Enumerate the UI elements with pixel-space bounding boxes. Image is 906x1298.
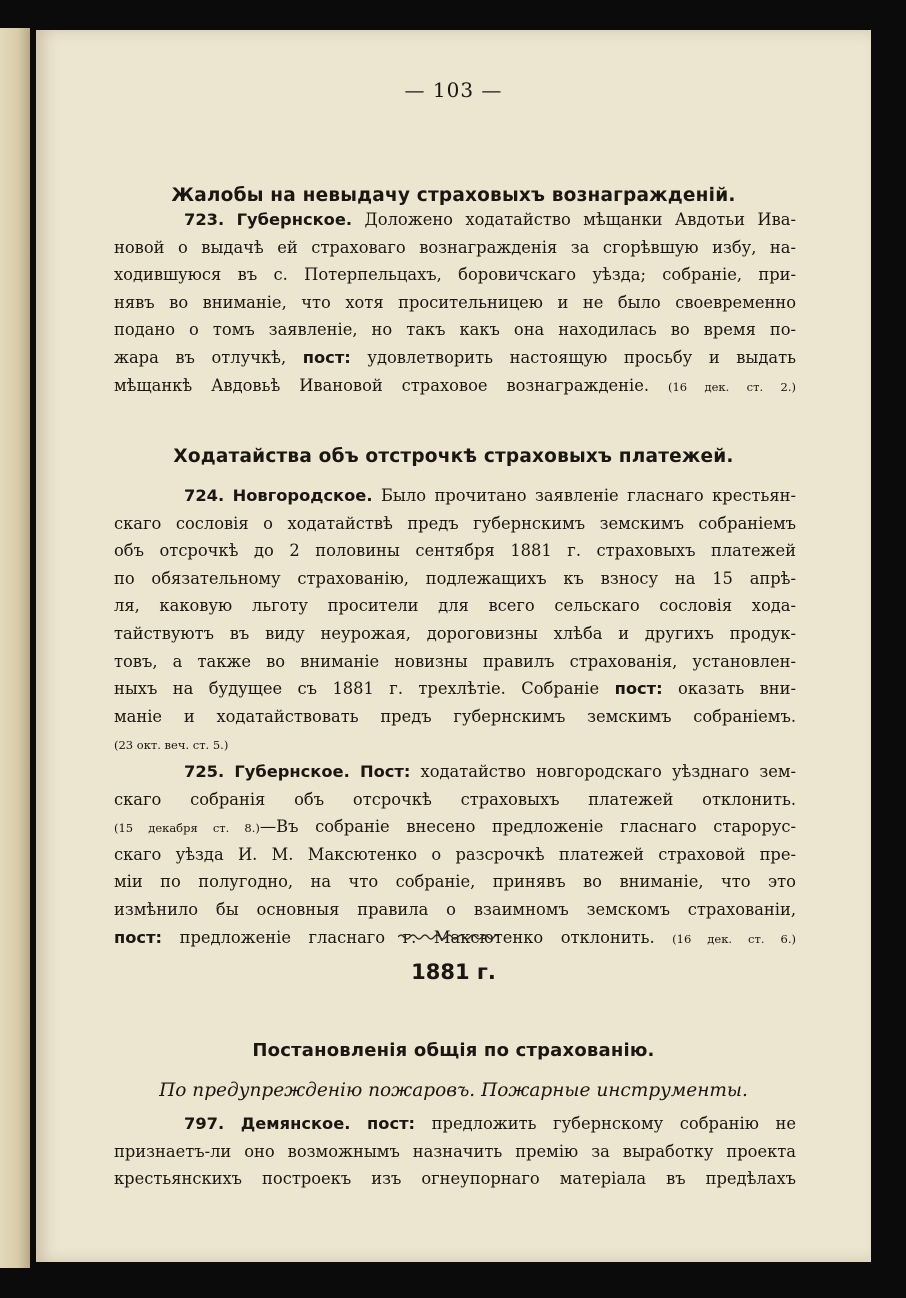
entry-district: Губернское. [234,762,350,781]
entry-797 [114,1110,796,1193]
text-line: маніе и ходатайствовать предъ губернскимъ земскимъ собраніемъ. [114,706,796,726]
text-line: ныхъ на будущее съ 1881 г. трехлѣтіе. Собраніе пост: оказать вни- [114,679,796,699]
section-heading-deferrals: Ходатайства объ отстрочкѣ страховыхъ платежей. [173,446,734,467]
entry-district: Новгородское. [232,486,373,505]
subheading-fire-prevention: По предупрежденію пожаровъ. Пожарные инструменты. [159,1080,748,1101]
section-heading-complaints: Жалобы на невыдачу страховыхъ вознагражденій. [171,185,736,206]
text-line: скаго сословія о ходатайствѣ предъ губернскимъ земскимъ собраніемъ [114,513,796,533]
year-heading: 1881 г. [411,960,496,984]
entry-district: Демянское. [240,1114,351,1133]
resolution-label: пост: [114,927,163,947]
session-reference: (16 дек. ст. 6.) [672,931,796,946]
session-reference: (23 окт. веч. ст. 5.) [114,738,229,753]
text-line: 725. Губернское. Пост: ходатайство новгородскаго уѣзднаго зем- [184,762,796,781]
resolution-label: пост: [614,679,663,699]
text-line: объ отсрочкѣ до 2 половины сентября 1881 г. страховыхъ платежей [114,541,796,561]
entry-723 [114,206,796,399]
section-heading-general-insurance: Постановленія общія по страхованію. [252,1040,655,1061]
entry-number: 724. [184,486,225,505]
text-line: признаетъ-ли оно возможнымъ назначить премію за выработку проекта [114,1141,796,1161]
entry-725 [114,758,796,951]
entry-724 [114,482,796,758]
adjacent-page-edge [0,28,30,1268]
text-line: измѣнило бы основныя правила о взаимномъ земскомъ страхованіи, [114,899,796,919]
book-page [36,30,871,1262]
text-line: подано о томъ заявленіе, но такъ какъ она находилась во время по- [114,320,796,340]
resolution-label: пост: [302,347,351,367]
text-line: 724. Новгородское. Было прочитано заявленіе гласнаго крестьян- [184,486,796,505]
session-reference: (15 декабря ст. 8.) [114,821,260,836]
entry-number: 797. [184,1114,225,1133]
text-line: товъ, а также во вниманіе новизны правилъ страхованія, установлен- [114,651,796,671]
entry-district: Губернское. [236,210,353,229]
text-line: по обязательному страхованію, подлежащихъ къ взносу на 15 апрѣ- [114,568,796,588]
text-line: новой о выдачѣ ей страховаго вознагражденія за сгорѣвшую избу, на- [114,237,796,257]
entry-number: 723. [184,210,225,229]
resolution-label: Пост: [359,762,411,781]
session-reference: (16 дек. ст. 2.) [667,379,796,394]
page-number: — 103 — [404,78,503,102]
text-line: скаго собранія объ отсрочкѣ страховыхъ платежей отклонить. [114,789,796,809]
text-line: крестьянскихъ построекъ изъ огнеупорнаго матеріала въ предѣлахъ [114,1169,796,1189]
text-line: пост: предложеніе гласнаго г. Максютенко отклонить. (16 дек. ст. 6.) [114,927,796,947]
text-line: ля, каковую льготу просители для всего сельскаго сословія хода- [114,596,796,616]
text-line [114,730,796,758]
text-line: скаго уѣзда И. М. Максютенко о разсрочкѣ платежей страховой пре- [114,844,796,864]
text-line: міи по полугодно, на что собраніе, принявъ во вниманіе, что это [114,872,796,892]
text-line: жара въ отлучкѣ, пост: удовлетворить настоящую просьбу и выдать [114,347,796,367]
text-line: 723. Губернское. Доложено ходатайство мѣщанки Авдотьи Ива- [184,210,796,229]
text-line: тайствуютъ въ виду неурожая, дороговизны хлѣба и другихъ продук- [114,623,796,643]
resolution-label: пост: [367,1114,416,1133]
text-line: мѣщанкѣ Авдовьѣ Ивановой страховое вознагражденіе. (16 дек. ст. 2.) [114,375,796,395]
entry-number: 725. [184,762,225,781]
text-line: (15 декабря ст. 8.)—Въ собраніе внесено предложеніе гласнаго старорус- [114,817,796,837]
wavy-divider-ornament [398,932,498,942]
text-line: нявъ во вниманіе, что хотя просительницею и не было своевременно [114,292,796,312]
text-line: ходившуюся въ с. Потерпельцахъ, боровичскаго уѣзда; собраніе, при- [114,265,796,285]
text-line: 797. Демянское. пост: предложить губернскому собранію не [184,1114,796,1133]
